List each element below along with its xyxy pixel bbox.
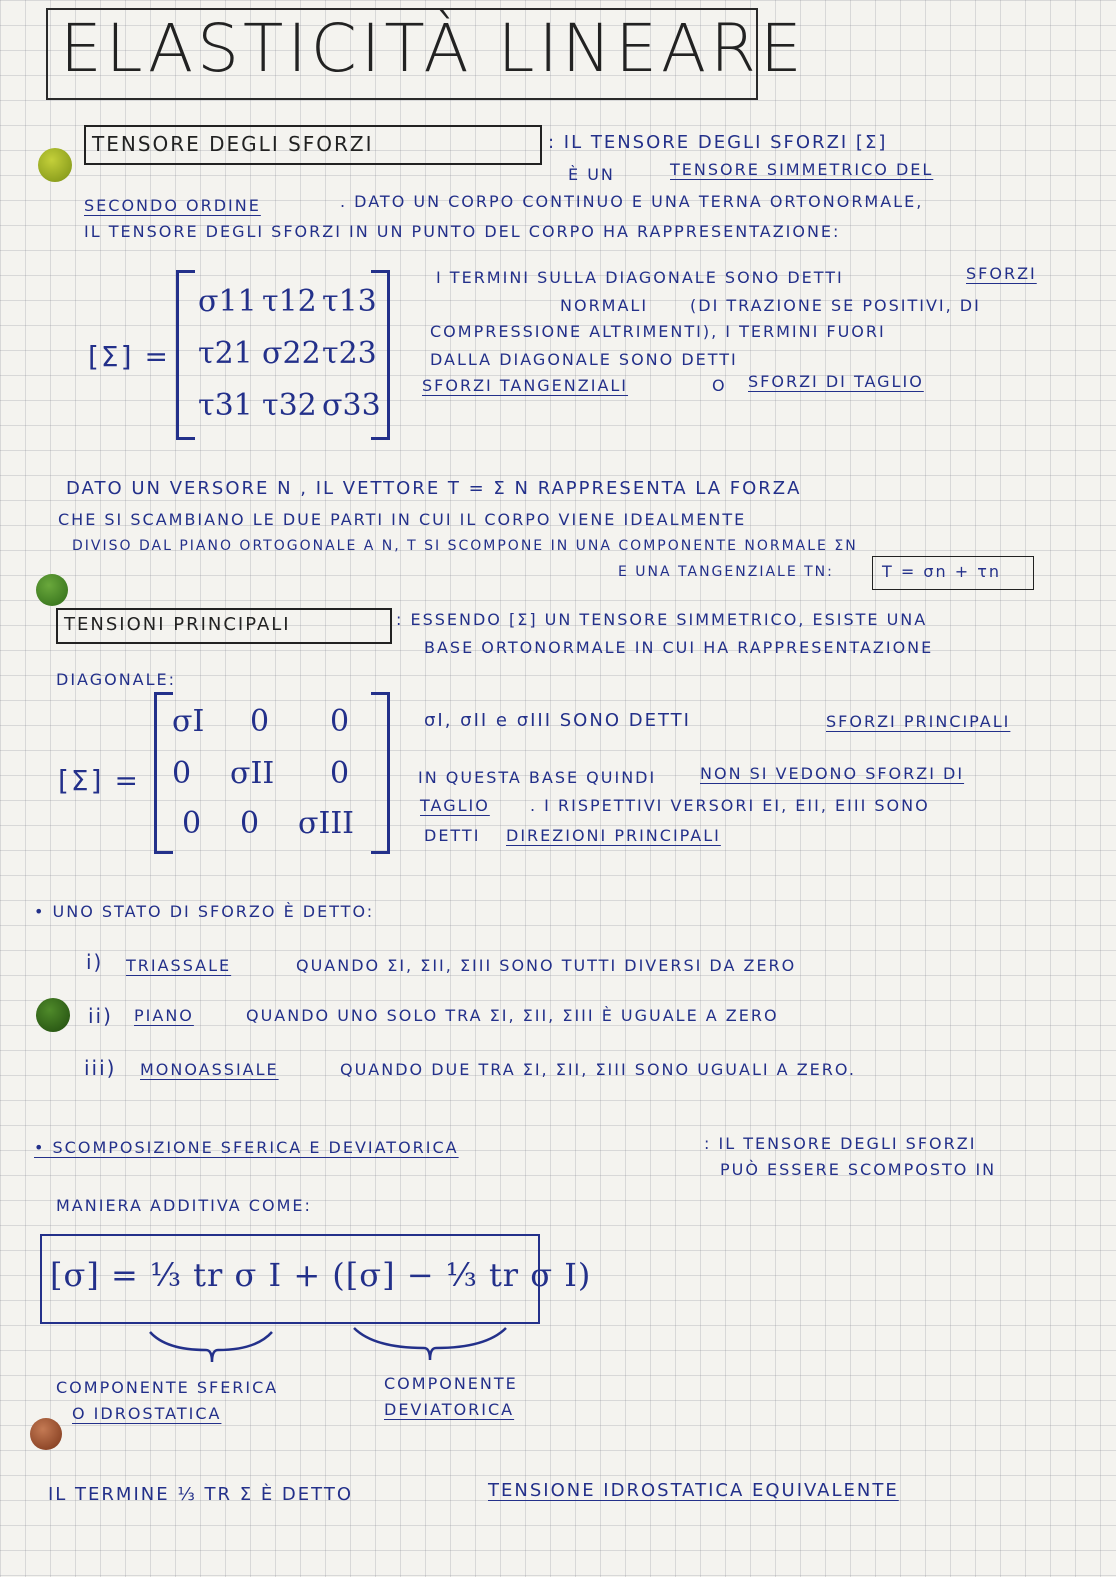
principal-matrix [154, 692, 390, 854]
text-line: : IL TENSORE DEGLI SFORZI [704, 1134, 977, 1153]
text-line: I TERMINI SULLA DIAGONALE SONO DETTI [436, 268, 844, 287]
heading-tensore-degli-sforzi: TENSORE DEGLI SFORZI [92, 132, 374, 156]
matrix-cell: τ21 [198, 336, 253, 371]
heading-tensioni-principali: TENSIONI PRINCIPALI [64, 614, 291, 635]
text-line: σI, σII e σIII SONO DETTI [424, 710, 691, 731]
text-line: QUANDO UNO SOLO TRA ΣI, ΣII, ΣIII È UGUALE A ZERO [246, 1006, 779, 1025]
bullet-dot-green [36, 574, 68, 606]
text-line: DALLA DIAGONALE SONO DETTI [430, 350, 738, 369]
bullet-dot-yellow [38, 148, 72, 182]
matrix-cell: σI [172, 704, 205, 739]
matrix-cell: σIII [298, 806, 355, 841]
matrix-cell: τ23 [322, 336, 377, 371]
text-line: IL TERMINE ⅓ TR Σ È DETTO [48, 1484, 353, 1505]
text-line-underlined: DIREZIONI PRINCIPALI [506, 826, 721, 845]
list-number: i) [86, 950, 104, 974]
stress-matrix [176, 270, 390, 440]
matrix-cell: σ33 [322, 388, 381, 423]
text-line: : IL TENSORE DEGLI SFORZI [Σ] [548, 132, 888, 153]
matrix-cell: τ31 [198, 388, 253, 423]
text-line: COMPRESSIONE ALTRIMENTI), I TERMINI FUORI [430, 322, 886, 341]
text-line: . I RISPETTIVI VERSORI EI, EII, EIII SONO [530, 796, 930, 815]
text-line: DIAGONALE: [56, 670, 177, 689]
text-line-underlined: SFORZI DI TAGLIO [748, 372, 924, 391]
term-piano: PIANO [134, 1006, 194, 1025]
matrix-label: [Σ] = [58, 764, 140, 797]
list-number: ii) [88, 1004, 113, 1028]
text-line-underlined: SFORZI [966, 264, 1037, 283]
matrix-cell: 0 [240, 806, 260, 841]
matrix-label: [Σ] = [88, 340, 170, 373]
decomposition-formula: [σ] = ⅓ tr σ I + ([σ] − ⅓ tr σ I) [50, 1256, 592, 1294]
text-line: O [712, 376, 727, 395]
text-line: E UNA TANGENZIALE ΤN: [618, 564, 834, 580]
list-number: iii) [84, 1056, 117, 1080]
text-line: È UN [568, 165, 615, 184]
text-line: CHE SI SCAMBIANO LE DUE PARTI IN CUI IL CORPO VIENE IDEALMENTE [58, 510, 747, 529]
brace-deviatoric [350, 1322, 510, 1362]
text-line: : ESSENDO [Σ] UN TENSORE SIMMETRICO, ESISTE UNA [396, 610, 928, 629]
text-line: PUÒ ESSERE SCOMPOSTO IN [720, 1160, 997, 1179]
text-line-underlined: SFORZI TANGENZIALI [422, 376, 629, 395]
text-line: DATO UN VERSORE N , IL VETTORE T = Σ N RAPPRESENTA LA FORZA [66, 478, 802, 499]
text-line: NORMALI [560, 296, 649, 315]
matrix-cell: τ13 [322, 284, 377, 319]
bullet-dot-dark [36, 998, 70, 1032]
label-deviatoric: DEVIATORICA [384, 1400, 515, 1419]
matrix-cell: σII [230, 756, 275, 791]
text-line: QUANDO DUE TRA ΣI, ΣII, ΣIII SONO UGUALI A ZERO. [340, 1060, 856, 1079]
text-line-underlined: SFORZI PRINCIPALI [826, 712, 1011, 731]
term-tensione-idrostatica: TENSIONE IDROSTATICA EQUIVALENTE [488, 1480, 899, 1501]
matrix-cell: 0 [330, 756, 350, 791]
matrix-bracket-left [176, 270, 195, 440]
text-line: • UNO STATO DI SFORZO È DETTO: [34, 902, 375, 921]
bullet-dot-brown [30, 1418, 62, 1450]
matrix-cell: τ12 [262, 284, 317, 319]
text-line: . DATO UN CORPO CONTINUO E UNA TERNA ORTONORMALE, [340, 192, 924, 211]
text-line: DETTI [424, 826, 481, 845]
heading-scomposizione: • SCOMPOSIZIONE SFERICA E DEVIATORICA [34, 1138, 459, 1157]
text-line: MANIERA ADDITIVA COME: [56, 1196, 312, 1215]
matrix-cell: 0 [330, 704, 350, 739]
term-monoassiale: MONOASSIALE [140, 1060, 279, 1079]
term-triassale: TRIASSALE [126, 956, 232, 975]
text-line: IN QUESTA BASE QUINDI [418, 768, 657, 787]
text-line-underlined: SECONDO ORDINE [84, 196, 261, 215]
matrix-cell: σ11 [198, 284, 257, 319]
text-line-underlined: TAGLIO [420, 796, 490, 815]
matrix-cell: 0 [182, 806, 202, 841]
label-component: COMPONENTE [384, 1374, 518, 1393]
matrix-cell: τ32 [262, 388, 317, 423]
text-line-underlined: NON SI VEDONO SFORZI DI [700, 764, 965, 783]
formula-text: T = σn + τn [882, 562, 1001, 581]
text-line: IL TENSORE DEGLI SFORZI IN UN PUNTO DEL CORPO HA RAPPRESENTAZIONE: [84, 222, 841, 241]
text-line: BASE ORTONORMALE IN CUI HA RAPPRESENTAZIONE [424, 638, 934, 657]
matrix-bracket-left [154, 692, 173, 854]
matrix-cell: σ22 [262, 336, 321, 371]
brace-spherical [146, 1326, 276, 1366]
matrix-bracket-right [371, 692, 390, 854]
label-spherical: COMPONENTE SFERICA [56, 1378, 279, 1397]
text-line: DIVISO DAL PIANO ORTOGONALE A N, T SI SCOMPONE IN UNA COMPONENTE NORMALE ΣN [72, 538, 858, 554]
text-line-underlined: TENSORE SIMMETRICO DEL [670, 160, 934, 179]
page-title: ELASTICITÀ LINEARE [60, 10, 806, 87]
text-line: (DI TRAZIONE SE POSITIVI, DI [690, 296, 981, 315]
label-hydrostatic: O IDROSTATICA [72, 1404, 222, 1423]
matrix-cell: 0 [172, 756, 192, 791]
text-line: QUANDO ΣI, ΣII, ΣIII SONO TUTTI DIVERSI DA ZERO [296, 956, 797, 975]
matrix-cell: 0 [250, 704, 270, 739]
